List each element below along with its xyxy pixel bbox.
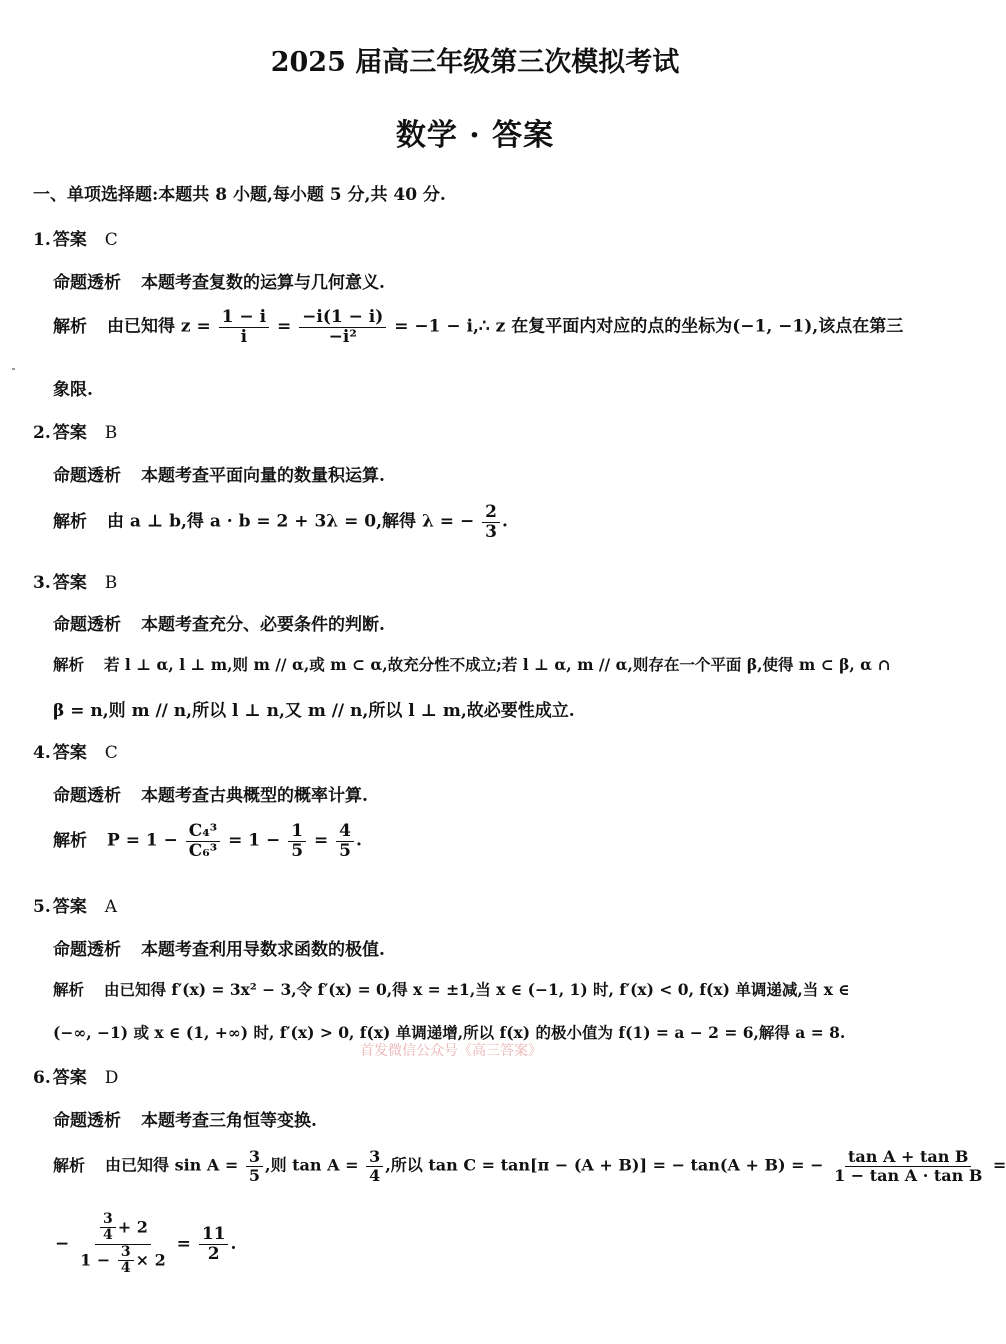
q6-intent-line: [53, 1106, 317, 1131]
q2-intent-label: 命题透析: [53, 466, 121, 486]
q3-intent-line: [53, 610, 385, 635]
q2-end: .: [501, 511, 508, 532]
q3-intent-text: 本题考查充分、必要条件的判断.: [141, 615, 385, 635]
q2-answer-value: B: [104, 423, 118, 443]
q3-answer-line: [33, 568, 117, 593]
q6-inner-2-den: 4: [120, 1260, 131, 1277]
q6-minus: −: [55, 1233, 70, 1254]
q6-fraction-1-den: 5: [248, 1165, 260, 1185]
q1-intent-text: 本题考查复数的运算与几何意义.: [141, 273, 385, 293]
q5-analysis-label: 解析: [53, 980, 85, 999]
q1-fraction-1-num: 1 − i: [219, 308, 269, 328]
q2-answer-line: [33, 418, 117, 443]
q6-answer-line: [33, 1063, 118, 1088]
q1-answer-line: [33, 225, 118, 250]
q2-analysis-label: 解析: [53, 511, 87, 532]
q4-analysis-text-1: P = 1 −: [107, 830, 178, 851]
q6-analysis-text-3: ,所以 tan C = tan[π − (A + B)] = − tan(A + B) = −: [385, 1155, 824, 1175]
q5-analysis-cont: (−∞, −1) 或 x ∈ (1, +∞) 时, f′(x) > 0, f(x) 单调递增,所以 f(x) 的极小值为 f(1) = a − 2 = 6,解得 a = 8.: [53, 1023, 846, 1042]
q4-fraction-3-den: 5: [339, 840, 351, 861]
q4-fraction-2-num: 1: [288, 822, 306, 842]
q6-compound-fraction: [77, 1212, 169, 1277]
q2-intent-line: [53, 461, 385, 486]
q1-fraction-1: [219, 308, 269, 346]
q1-answer-label: 答案: [52, 230, 87, 250]
q2-number: 2.: [33, 423, 51, 443]
q6-intent-label: 命题透析: [53, 1111, 121, 1131]
watermark: 首发微信公众号《高三答案》: [360, 1043, 542, 1059]
q6-compound-fraction-line: [55, 1212, 236, 1277]
q1-fraction-1-den: i: [240, 326, 248, 347]
page-title: 2025 届高三年级第三次模拟考试: [270, 47, 680, 78]
q4-fraction-1-den: C₆³: [188, 840, 218, 861]
scan-artifact: [12, 368, 15, 370]
q6-fraction-1: [246, 1148, 263, 1184]
q6-fraction-3: [831, 1148, 985, 1184]
section-header: 一、单项选择题:本题共 8 小题,每小题 5 分,共 40 分.: [33, 185, 446, 205]
q1-intent-line: [53, 268, 385, 293]
q6-answer-label: 答案: [52, 1068, 87, 1088]
q4-analysis-line: [53, 822, 362, 860]
q1-intent-label: 命题透析: [53, 273, 121, 293]
q6-equals-2: =: [176, 1233, 191, 1254]
q6-intent-text: 本题考查三角恒等变换.: [141, 1111, 317, 1131]
q6-compound-num-tail: + 2: [117, 1217, 148, 1237]
q5-analysis-line: [53, 978, 850, 1000]
q4-analysis-text-2: = 1 −: [228, 830, 281, 851]
q3-intent-label: 命题透析: [53, 615, 121, 635]
q6-analysis-label: 解析: [53, 1155, 86, 1175]
q6-result-num: 11: [199, 1225, 229, 1245]
q3-analysis-cont: β = n,则 m // n,所以 l ⊥ n,又 m // n,所以 l ⊥ m,故必要性成立.: [53, 701, 575, 721]
q4-intent-line: [53, 781, 368, 806]
q5-intent-text: 本题考查利用导数求函数的极值.: [141, 940, 385, 960]
q1-equals: =: [276, 316, 292, 337]
q4-fraction-3-num: 4: [336, 822, 354, 842]
q6-answer-value: D: [104, 1068, 119, 1088]
q4-answer-label: 答案: [52, 743, 87, 763]
q6-analysis-text-1: 由已知得 sin A =: [105, 1155, 239, 1175]
q1-answer-value: C: [104, 230, 118, 250]
page-subtitle: 数学 · 答案: [395, 118, 555, 153]
q1-analysis-cont: 象限.: [53, 380, 93, 400]
q1-number: 1.: [33, 230, 51, 250]
q5-answer-label: 答案: [52, 897, 87, 917]
q6-result-den: 2: [207, 1243, 220, 1264]
q4-number: 4.: [33, 743, 51, 763]
q6-compound-den: [77, 1245, 169, 1277]
q4-answer-line: [33, 738, 118, 763]
q1-analysis-text-2: = −1 − i,∴ z 在复平面内对应的点的坐标为(−1, −1),该点在第三: [394, 316, 904, 337]
q3-analysis-text-1: 若 l ⊥ α, l ⊥ m,则 m // α,或 m ⊂ α,故充分性不成立;若 l ⊥ α, m // α,则存在一个平面 β,使得 m ⊂ β, α ∩: [104, 655, 891, 674]
q4-end: .: [355, 830, 362, 851]
q4-analysis-label: 解析: [53, 830, 87, 851]
q2-fraction-den: 3: [485, 521, 497, 542]
q6-compound-den-head: 1 −: [80, 1250, 111, 1270]
q3-answer-value: B: [104, 573, 118, 593]
q5-analysis-text-1: 由已知得 f′(x) = 3x² − 3,令 f′(x) = 0,得 x = ±1,当 x ∈ (−1, 1) 时, f′(x) < 0, f(x) 单调递减,当 x ∈: [104, 980, 850, 999]
q5-intent-label: 命题透析: [53, 940, 121, 960]
q1-analysis-text-1: 由已知得 z =: [107, 316, 211, 337]
q4-fraction-1-num: C₄³: [186, 822, 220, 842]
q4-answer-value: C: [104, 743, 118, 763]
q3-number: 3.: [33, 573, 51, 593]
q2-fraction-num: 2: [482, 503, 500, 523]
q6-fraction-2: [366, 1148, 383, 1184]
q1-analysis-line: [53, 308, 903, 346]
q6-number: 6.: [33, 1068, 51, 1088]
q3-answer-label: 答案: [52, 573, 87, 593]
q6-fraction-3-den: 1 − tan A · tan B: [834, 1165, 983, 1185]
q4-fraction-3: [336, 822, 354, 860]
q4-intent-text: 本题考查古典概型的概率计算.: [141, 786, 368, 806]
q6-inner-1-num: 3: [100, 1212, 116, 1228]
q6-fraction-2-num: 3: [366, 1148, 383, 1167]
q1-fraction-2-num: −i(1 − i): [299, 308, 386, 328]
q1-fraction-2-den: −i²: [328, 326, 357, 347]
q6-analysis-line: [53, 1148, 1006, 1184]
q4-fraction-2-den: 5: [291, 840, 304, 861]
q6-analysis-text-2: ,则 tan A =: [265, 1155, 359, 1175]
q3-analysis-line: [53, 653, 890, 675]
q5-intent-line: [53, 935, 385, 960]
q5-answer-line: [33, 892, 117, 917]
q6-inner-1-den: 4: [103, 1227, 113, 1244]
q4-intent-label: 命题透析: [53, 786, 121, 806]
q6-end: .: [230, 1233, 237, 1254]
q5-number: 5.: [33, 897, 51, 917]
q2-analysis-line: [53, 503, 508, 541]
q6-inner-fraction-1: [100, 1212, 116, 1244]
q2-fraction: [482, 503, 500, 541]
q4-fraction-2: [288, 822, 306, 860]
q2-intent-text: 本题考查平面向量的数量积运算.: [141, 466, 385, 486]
q2-answer-label: 答案: [52, 423, 87, 443]
q6-fraction-3-num: tan A + tan B: [845, 1148, 971, 1167]
q6-compound-num: [95, 1212, 151, 1245]
q6-fraction-1-num: 3: [246, 1148, 263, 1167]
q1-analysis-label: 解析: [53, 316, 87, 337]
q4-analysis-text-3: =: [313, 830, 329, 851]
q3-analysis-label: 解析: [53, 655, 85, 674]
q1-fraction-2: [299, 308, 386, 346]
q6-equals: =: [992, 1155, 1006, 1175]
q6-fraction-2-den: 4: [369, 1165, 381, 1185]
q6-inner-2-num: 3: [118, 1245, 134, 1261]
q2-analysis-text: 由 a ⊥ b,得 a · b = 2 + 3λ = 0,解得 λ = −: [107, 511, 475, 532]
q6-fraction-result: [199, 1225, 229, 1263]
q4-fraction-1: [186, 822, 220, 860]
q6-compound-den-tail: × 2: [135, 1250, 166, 1270]
q5-answer-value: A: [104, 897, 118, 917]
q6-inner-fraction-2: [118, 1245, 134, 1277]
